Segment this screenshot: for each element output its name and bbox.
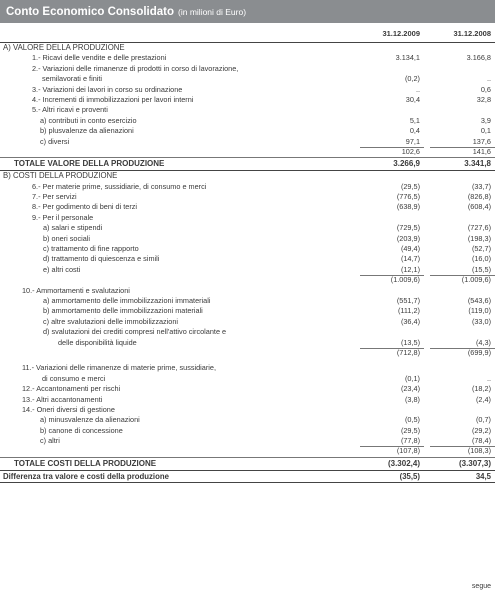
row-label: 9.- Per il personale [32, 212, 94, 222]
column-2008: 31.12.2008 [453, 29, 491, 38]
row-label: b) oneri sociali [43, 233, 91, 243]
statement-row [0, 116, 495, 126]
row-label: c) trattamento di fine rapporto [43, 244, 139, 254]
statement-row [0, 374, 495, 384]
statement-row [0, 244, 495, 254]
row-label: 7.- Per servizi [32, 192, 77, 202]
value-2009: (12,1) [400, 264, 420, 274]
column-header [0, 29, 495, 41]
continued-note: segue [471, 583, 491, 590]
value-2008: (608,4) [467, 202, 491, 212]
row-label: 12.- Accantonamenti per rischi [22, 384, 121, 394]
value-2008: 141,6 [472, 146, 491, 156]
row-label: 6.- Per materie prime, sussidiarie, di consumo e merci [32, 181, 207, 191]
statement-row [0, 395, 495, 405]
value-2008: (108,3) [467, 446, 491, 456]
value-2009: (49,4) [400, 244, 420, 254]
row-label: B) COSTI DELLA PRODUZIONE [3, 171, 118, 181]
row-label: a) minusvalenze da alienazioni [40, 415, 140, 425]
value-2008: (15,5) [471, 264, 491, 274]
value-2008: (119,0) [468, 306, 491, 316]
row-label: a) ammortamento delle immobilizzazioni immateriali [43, 295, 211, 305]
statement-row [0, 338, 495, 348]
title-bar [0, 0, 495, 23]
row-label: c) altri [40, 436, 60, 446]
statement-row [0, 234, 495, 244]
statement-row [0, 202, 495, 212]
value-2009: (14,7) [400, 254, 420, 264]
value-2009: 3.134,1 [395, 53, 420, 63]
row-label: a) contributi in conto esercizio [40, 115, 137, 125]
row-label: 2.- Variazioni delle rimanenze di prodotti in corso di lavorazione, [32, 63, 239, 73]
value-2008: (198,3) [467, 233, 491, 243]
statement-row [0, 85, 495, 95]
row-label: 1.- Ricavi delle vendite e delle prestazioni [32, 53, 167, 63]
row-label: di consumo e merci [42, 373, 106, 383]
value-2009: (0,1) [404, 373, 420, 383]
statement-row [0, 223, 495, 233]
value-2009: (638,9) [396, 202, 420, 212]
statement-row [0, 74, 495, 84]
row-label: b) plusvalenze da alienazioni [40, 126, 134, 136]
value-2008: (4,3) [475, 337, 491, 347]
page-title: Conto Economico Consolidato [6, 5, 175, 18]
value-2008: 0,6 [480, 84, 491, 94]
row-label: c) diversi [40, 136, 70, 146]
value-2008: 3,9 [480, 115, 491, 125]
statement-row [0, 265, 495, 275]
value-2009: (77,8) [400, 436, 420, 446]
value-2009: (35,5) [399, 471, 420, 481]
value-2008: (543,6) [467, 295, 491, 305]
statement-row [0, 436, 495, 446]
total-row [0, 457, 495, 471]
difference-row [0, 471, 495, 483]
row-label: 14.- Oneri diversi di gestione [22, 404, 115, 414]
value-2008: (826,8) [467, 192, 491, 202]
statement-row [0, 95, 495, 105]
row-label: e) altri costi [43, 264, 81, 274]
row-label: b) ammortamento delle immobilizzazioni materiali [43, 306, 203, 316]
value-2008: 34,5 [475, 471, 491, 481]
value-2008: (699,9) [467, 347, 491, 357]
row-label: b) canone di concessione [40, 425, 123, 435]
statement-row [0, 415, 495, 425]
value-2008: (16,0) [471, 254, 491, 264]
value-2009: (23,4) [400, 384, 420, 394]
statement-row [0, 192, 495, 202]
value-2009: (3,8) [404, 394, 420, 404]
value-2008: 3.166,8 [466, 53, 491, 63]
value-2008: .. [486, 74, 491, 84]
value-2009: (107,8) [396, 446, 420, 456]
row-label: 10.- Ammortamenti e svalutazioni [22, 285, 130, 295]
statement-row [0, 53, 495, 63]
value-2009: 102,6 [401, 146, 420, 156]
row-label: 5.- Altri ricavi e proventi [32, 105, 108, 115]
value-2009: (1.009,6) [390, 275, 420, 285]
value-2008: 3.341,8 [464, 159, 491, 169]
statement-row [0, 213, 495, 223]
value-2009: 30,4 [405, 94, 420, 104]
value-2008: 137,6 [472, 136, 491, 146]
statement-table [0, 42, 495, 483]
value-2009: .. [415, 84, 420, 94]
subtotal-row [0, 348, 495, 358]
column-2009: 31.12.2009 [382, 29, 420, 38]
value-2009: (29,5) [400, 425, 420, 435]
statement-row [0, 296, 495, 306]
value-2009: 97,1 [405, 136, 420, 146]
value-2009: (0,2) [404, 74, 420, 84]
row-label: 13.- Altri accantonamenti [22, 394, 103, 404]
row-label: TOTALE VALORE DELLA PRODUZIONE [14, 159, 165, 169]
statement-row [0, 306, 495, 316]
value-2008: (33,7) [471, 181, 491, 191]
value-2009: (729,5) [396, 223, 420, 233]
subtotal-row [0, 147, 495, 157]
value-2008: (2,4) [475, 394, 491, 404]
value-2009: (111,2) [397, 306, 420, 316]
row-label: 8.- Per godimento di beni di terzi [32, 202, 138, 212]
row-label: a) salari e stipendi [43, 223, 103, 233]
statement-row [0, 405, 495, 415]
value-2009: (203,9) [396, 233, 420, 243]
value-2009: (776,5) [396, 192, 420, 202]
value-2008: (0,7) [475, 415, 491, 425]
value-2009: 0,4 [409, 126, 420, 136]
statement-row [0, 105, 495, 115]
statement-row [0, 137, 495, 147]
value-2008: (78,4) [471, 436, 491, 446]
row-label: A) VALORE DELLA PRODUZIONE [3, 43, 125, 52]
value-2008: (29,2) [471, 425, 491, 435]
row-label: 3.- Variazioni dei lavori in corso su ordinazione [32, 84, 183, 94]
statement-row [0, 363, 495, 373]
page-subtitle: (in milioni di Euro) [178, 6, 247, 17]
subtotal-row [0, 446, 495, 456]
total-row [0, 157, 495, 171]
value-2008: (52,7) [471, 244, 491, 254]
value-2009: 5,1 [409, 115, 420, 125]
statement-row [0, 286, 495, 296]
value-2009: (712,8) [396, 347, 420, 357]
row-label: semilavorati e finiti [42, 74, 103, 84]
row-label: delle disponibilità liquide [58, 337, 137, 347]
value-2009: (551,7) [396, 295, 420, 305]
value-2008: .. [486, 373, 491, 383]
value-2009: (29,5) [400, 181, 420, 191]
value-2008: (1.009,6) [461, 275, 491, 285]
value-2009: (3.302,4) [387, 458, 420, 468]
statement-row [0, 327, 495, 337]
row-label: d) svalutazioni dei crediti compresi nell'attivo circolante e [43, 327, 227, 337]
statement-row [0, 317, 495, 327]
row-label: TOTALE COSTI DELLA PRODUZIONE [14, 458, 157, 468]
value-2008: (33,0) [471, 316, 491, 326]
statement-row [0, 182, 495, 192]
subtotal-row [0, 275, 495, 285]
row-label: Differenza tra valore e costi della produzione [3, 471, 169, 481]
section-heading [0, 171, 495, 181]
row-label: 4.- Incrementi di immobilizzazioni per lavori interni [32, 94, 194, 104]
statement-row [0, 254, 495, 264]
row-label: c) altre svalutazioni delle immobilizzazioni [43, 316, 179, 326]
value-2008: 0,1 [480, 126, 491, 136]
row-label: 11.- Variazioni delle rimanenze di materie prime, sussidiarie, [22, 363, 216, 373]
statement-row [0, 126, 495, 136]
value-2009: (0,5) [404, 415, 420, 425]
value-2008: (18,2) [471, 384, 491, 394]
statement-row [0, 64, 495, 74]
value-2009: (13,5) [400, 337, 420, 347]
value-2008: (727,6) [467, 223, 491, 233]
value-2009: (36,4) [400, 316, 420, 326]
value-2009: 3.266,9 [393, 159, 420, 169]
value-2008: (3.307,3) [458, 458, 491, 468]
statement-row [0, 384, 495, 394]
row-label: d) trattamento di quiescenza e simili [43, 254, 160, 264]
section-heading [0, 43, 495, 53]
value-2008: 32,8 [476, 94, 491, 104]
statement-row [0, 426, 495, 436]
